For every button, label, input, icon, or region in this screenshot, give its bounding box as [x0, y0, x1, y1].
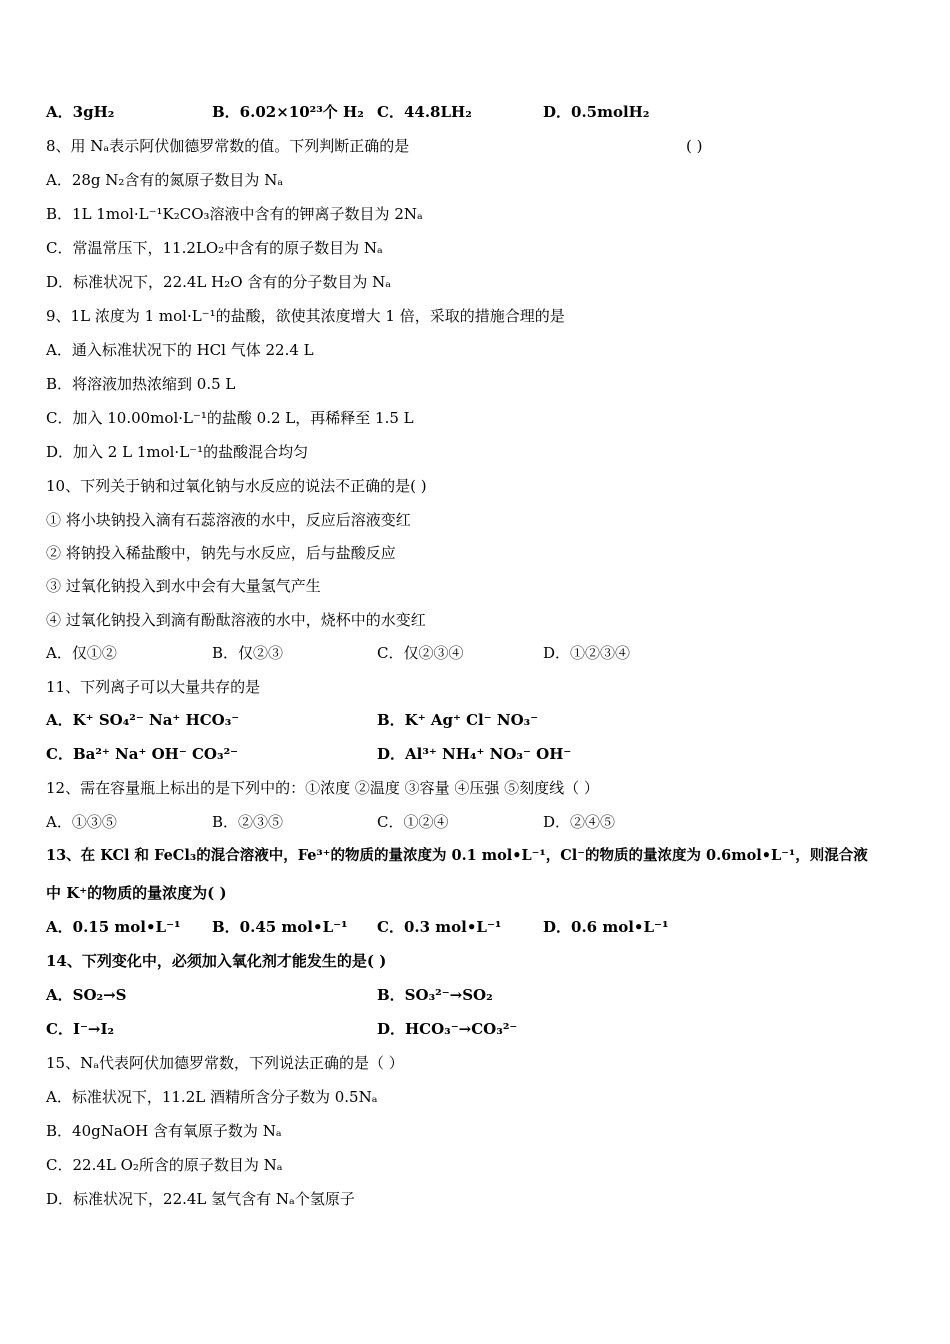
q13-option-a: A．0.15 mol•L⁻¹	[46, 918, 181, 936]
q10-option-a: A．仅①②	[46, 644, 117, 662]
q7-option-c: C．44.8LH₂	[377, 103, 472, 121]
q11-stem: 11、下列离子可以大量共存的是	[46, 678, 261, 696]
q8-option-a: A．28g N₂含有的氮原子数目为 Nₐ	[46, 171, 284, 189]
q8-option-b: B．1L 1mol·L⁻¹K₂CO₃溶液中含有的钾离子数目为 2Nₐ	[46, 205, 423, 223]
q14-option-c: C．I⁻→I₂	[46, 1020, 115, 1038]
q15-option-a: A．标准状况下，11.2L 酒精所含分子数为 0.5Nₐ	[46, 1088, 378, 1106]
q10-statement-3: ③ 过氧化钠投入到水中会有大量氢气产生	[46, 577, 321, 595]
q13-option-c: C．0.3 mol•L⁻¹	[377, 918, 502, 936]
q12-option-c: C．①②④	[377, 813, 449, 831]
q15-option-c: C．22.4L O₂所含的原子数目为 Nₐ	[46, 1156, 283, 1174]
q10-statement-2: ② 将钠投入稀盐酸中，钠先与水反应，后与盐酸反应	[46, 544, 396, 562]
q14-option-a: A．SO₂→S	[46, 986, 127, 1004]
q12-stem: 12、需在容量瓶上标出的是下列中的：①浓度 ②温度 ③容量 ④压强 ⑤刻度线（ ）	[46, 779, 599, 797]
q10-option-c: C．仅②③④	[377, 644, 464, 662]
q10-option-d: D．①②③④	[543, 644, 631, 662]
q14-option-d: D．HCO₃⁻→CO₃²⁻	[377, 1020, 518, 1038]
q13-stem-line1: 13、在 KCl 和 FeCl₃的混合溶液中，Fe³⁺的物质的量浓度为 0.1 mol•L⁻¹，Cl⁻的物质的量浓度为 0.6mol•L⁻¹，则混合液	[46, 847, 868, 864]
q9-option-d: D．加入 2 L 1mol·L⁻¹的盐酸混合均匀	[46, 443, 309, 461]
q12-option-b: B．②③⑤	[212, 813, 284, 831]
q13-stem-line2: 中 K⁺的物质的量浓度为( )	[46, 884, 227, 902]
q11-option-d: D．Al³⁺ NH₄⁺ NO₃⁻ OH⁻	[377, 745, 572, 763]
q11-option-b: B．K⁺ Ag⁺ Cl⁻ NO₃⁻	[377, 711, 539, 729]
q14-option-b: B．SO₃²⁻→SO₂	[377, 986, 493, 1004]
q7-option-d: D．0.5molH₂	[543, 103, 650, 121]
q12-option-a: A．①③⑤	[46, 813, 117, 831]
q8-stem: 8、用 Nₐ表示阿伏伽德罗常数的值。下列判断正确的是	[46, 137, 410, 155]
q10-option-b: B．仅②③	[212, 644, 284, 662]
q15-stem: 15、Nₐ代表阿伏加德罗常数，下列说法正确的是（ ）	[46, 1054, 404, 1072]
q7-option-a: A．3gH₂	[46, 103, 115, 121]
q7-option-b: B．6.02×10²³个 H₂	[212, 103, 364, 121]
q10-stem: 10、下列关于钠和过氧化钠与水反应的说法不正确的是( )	[46, 477, 427, 495]
q9-option-b: B．将溶液加热浓缩到 0.5 L	[46, 375, 236, 393]
q10-statement-4: ④ 过氧化钠投入到滴有酚酞溶液的水中，烧杯中的水变红	[46, 611, 426, 629]
q8-answer-paren: ( )	[686, 137, 703, 155]
q14-stem: 14、下列变化中，必须加入氧化剂才能发生的是( )	[46, 952, 387, 970]
q8-option-d: D．标准状况下，22.4L H₂O 含有的分子数目为 Nₐ	[46, 273, 391, 291]
q11-option-c: C．Ba²⁺ Na⁺ OH⁻ CO₃²⁻	[46, 745, 239, 763]
q12-option-d: D．②④⑤	[543, 813, 616, 831]
q9-option-a: A．通入标准状况下的 HCl 气体 22.4 L	[46, 341, 314, 359]
q9-option-c: C．加入 10.00mol·L⁻¹的盐酸 0.2 L，再稀释至 1.5 L	[46, 409, 414, 427]
q10-statement-1: ① 将小块钠投入滴有石蕊溶液的水中，反应后溶液变红	[46, 511, 411, 529]
q15-option-b: B．40gNaOH 含有氧原子数为 Nₐ	[46, 1122, 282, 1140]
q11-option-a: A．K⁺ SO₄²⁻ Na⁺ HCO₃⁻	[46, 711, 240, 729]
q9-stem: 9、1L 浓度为 1 mol·L⁻¹的盐酸，欲使其浓度增大 1 倍，采取的措施合理的是	[46, 307, 565, 325]
q15-option-d: D．标准状况下，22.4L 氢气含有 Nₐ个氢原子	[46, 1190, 355, 1208]
q8-option-c: C．常温常压下，11.2LO₂中含有的原子数目为 Nₐ	[46, 239, 383, 257]
q13-option-d: D．0.6 mol•L⁻¹	[543, 918, 669, 936]
q13-option-b: B．0.45 mol•L⁻¹	[212, 918, 348, 936]
